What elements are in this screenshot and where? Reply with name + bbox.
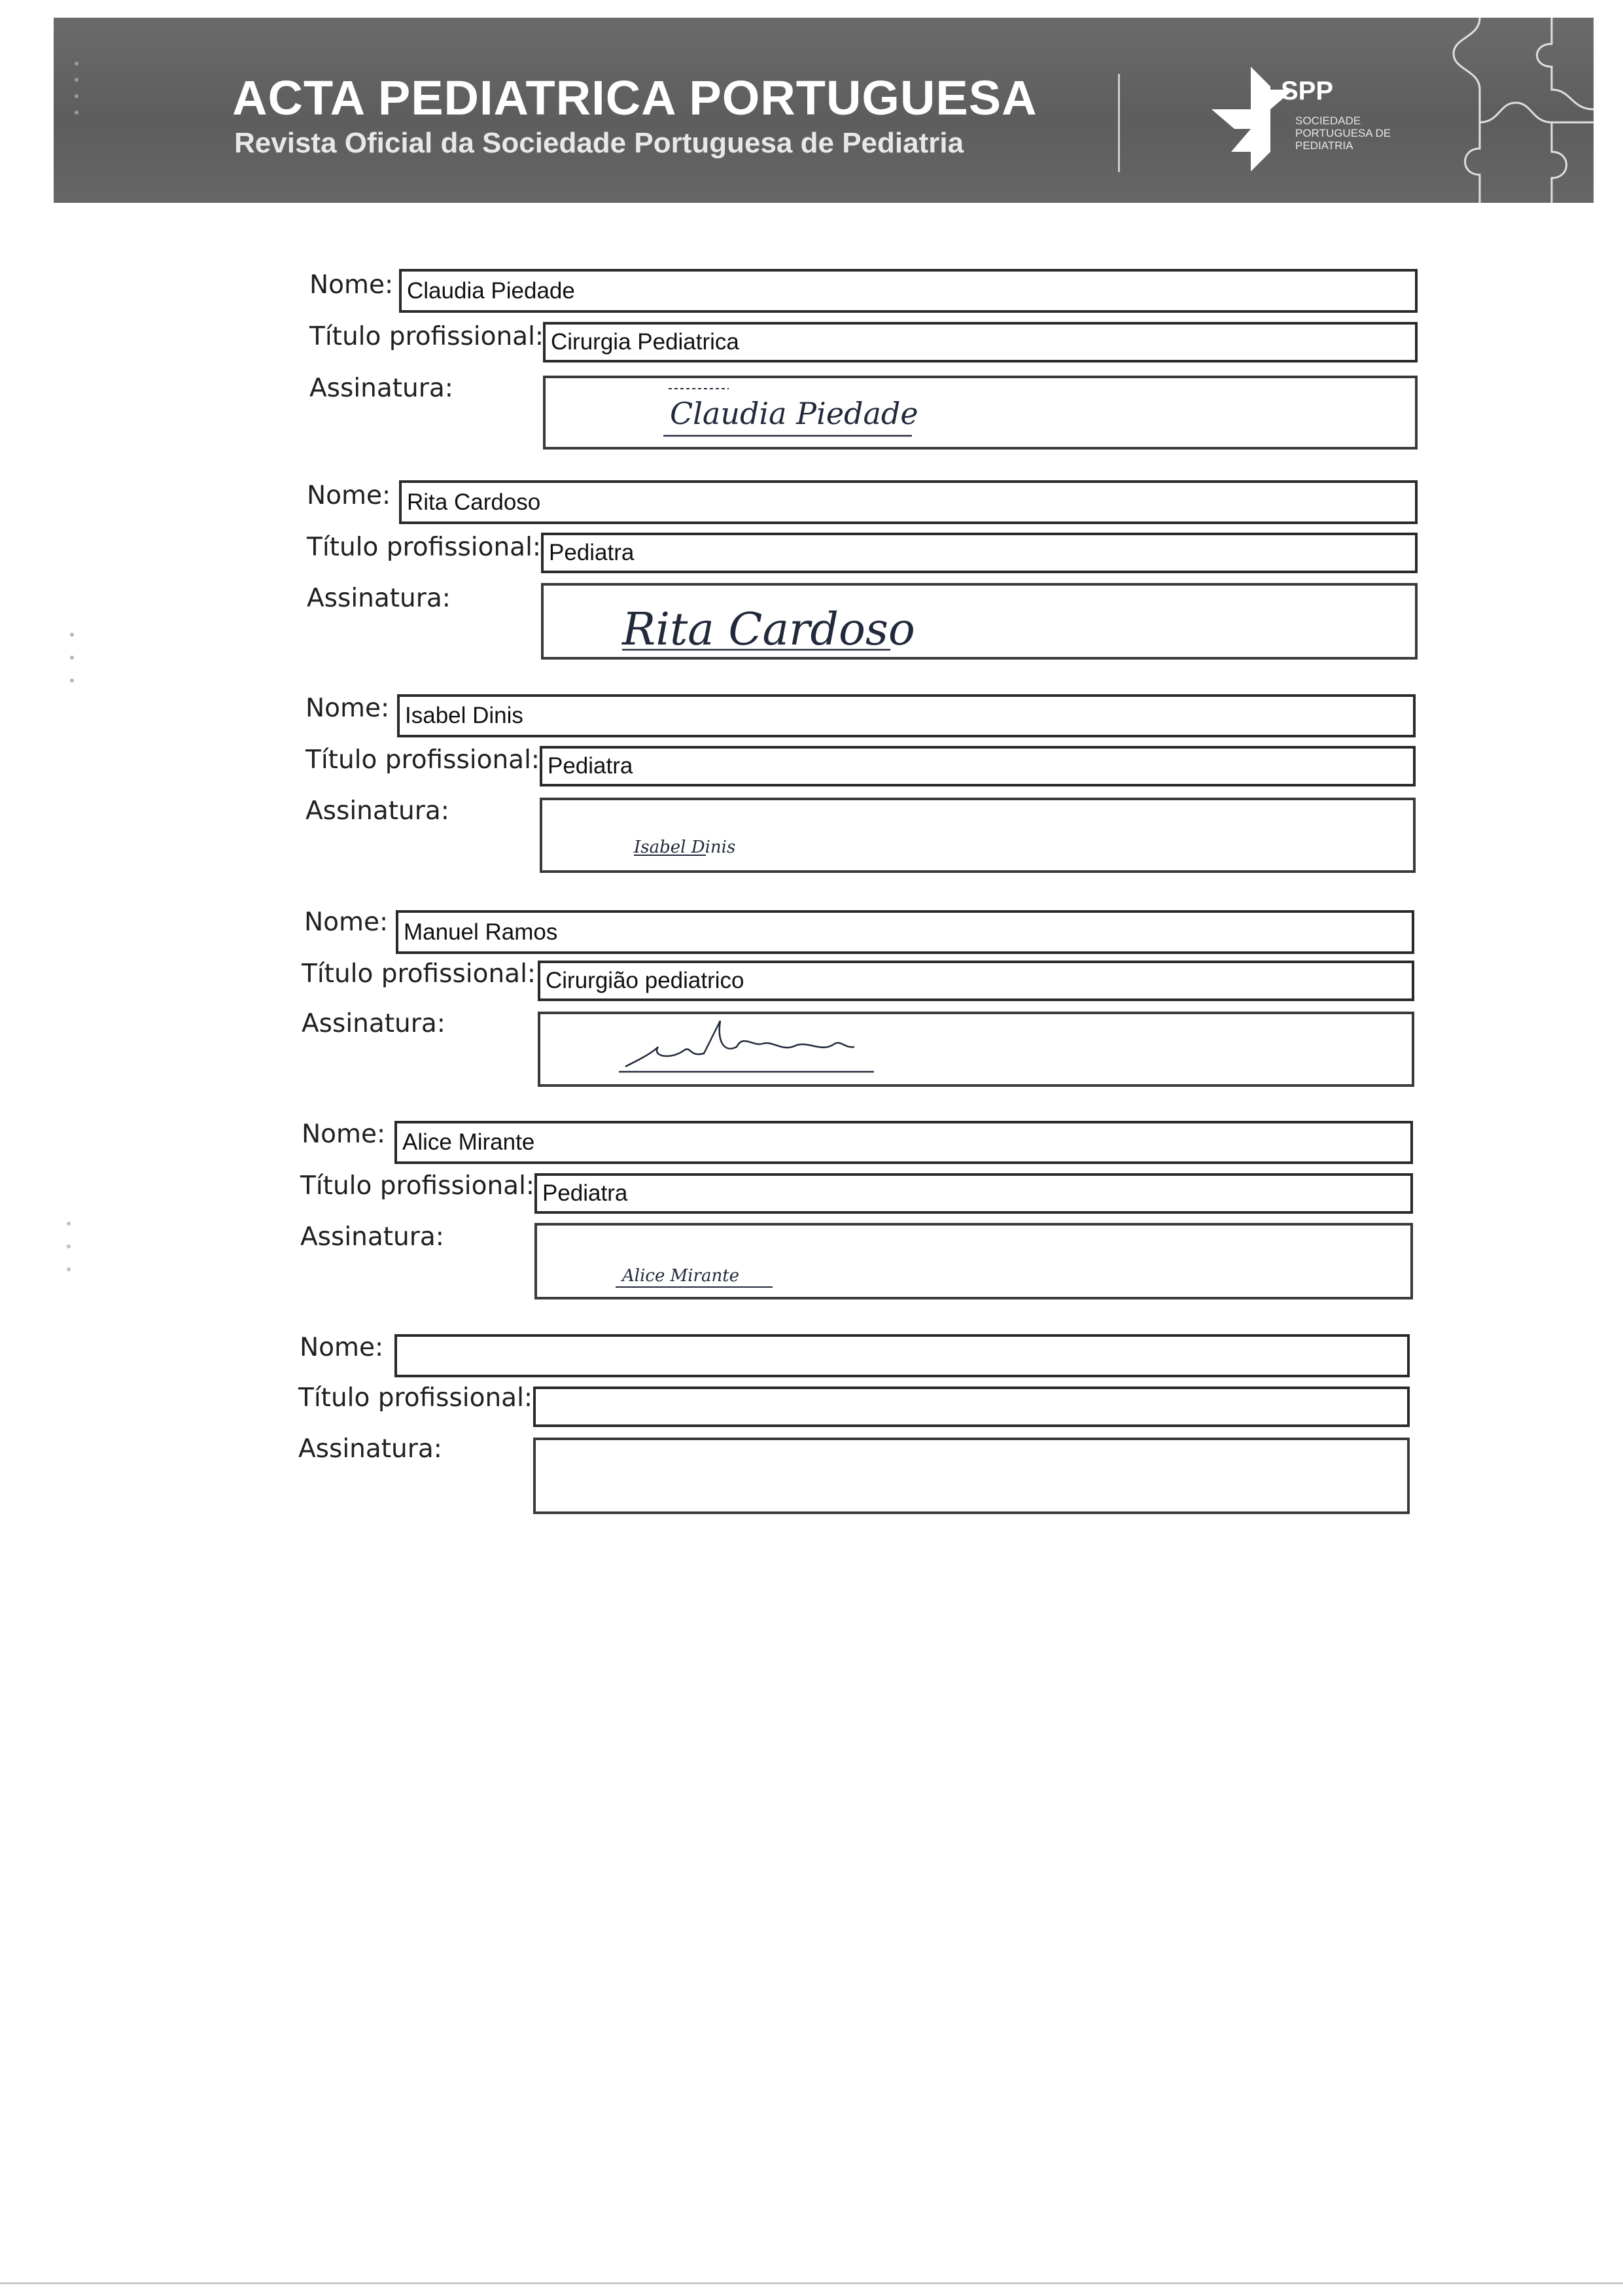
author-3-name-value: Isabel Dinis <box>405 703 523 728</box>
author-1-title-value: Cirurgia Pediatrica <box>551 329 739 355</box>
author-4-name-value: Manuel Ramos <box>404 919 558 945</box>
name-label: Nome: <box>304 908 389 937</box>
name-label: Nome: <box>307 481 391 510</box>
author-5-signature <box>602 1258 799 1298</box>
author-3-name-field[interactable] <box>397 694 1416 737</box>
author-1-title-field[interactable] <box>543 322 1418 362</box>
author-2-signature <box>609 591 923 663</box>
scan-mark <box>62 1217 75 1276</box>
title-label: Título profissional: <box>307 533 542 562</box>
svg-text:Claudia Piedade: Claudia Piedade <box>670 396 918 431</box>
signature-label: Assinatura: <box>298 1434 442 1464</box>
author-6-name-field[interactable] <box>394 1334 1410 1377</box>
scan-mark <box>65 628 79 687</box>
author-5-name-field[interactable] <box>394 1121 1413 1164</box>
author-3-title-value: Pediatra <box>548 753 633 779</box>
author-1-name-field[interactable] <box>399 269 1418 313</box>
author-4-signature-field[interactable] <box>538 1012 1414 1087</box>
author-2-name-value: Rita Cardoso <box>407 489 541 515</box>
page-edge <box>0 2282 1623 2284</box>
svg-text:Isabel Dinis: Isabel Dinis <box>634 838 736 857</box>
author-6-title-field[interactable] <box>533 1386 1410 1427</box>
journal-title: ACTA PEDIATRICA PORTUGUESA <box>232 71 1038 125</box>
author-2-title-field[interactable] <box>541 533 1418 573</box>
author-2-signature-field[interactable] <box>541 583 1418 660</box>
author-5-signature-field[interactable] <box>534 1223 1413 1299</box>
title-label: Título profissional: <box>302 959 536 989</box>
author-6-signature-field[interactable] <box>533 1438 1410 1514</box>
spp-logo-abbr: SPP <box>1281 77 1334 105</box>
author-4-title-value: Cirurgião pediatrico <box>546 968 744 993</box>
author-2-name-field[interactable] <box>399 480 1418 524</box>
author-4-signature <box>612 1014 887 1086</box>
scan-dots <box>73 57 80 122</box>
author-2-title-value: Pediatra <box>549 540 635 565</box>
header-divider <box>1118 74 1120 172</box>
journal-header-banner <box>54 18 1594 203</box>
author-1-signature <box>644 385 938 447</box>
author-5-name-value: Alice Mirante <box>402 1129 535 1155</box>
name-label: Nome: <box>305 694 390 723</box>
svg-text:Rita Cardoso: Rita Cardoso <box>622 604 915 656</box>
svg-text:Alice Mirante: Alice Mirante <box>622 1266 740 1286</box>
spp-logo-name: SOCIEDADE PORTUGUESA DE PEDIATRIA <box>1295 115 1391 152</box>
signature-label: Assinatura: <box>305 796 449 826</box>
signature-label: Assinatura: <box>309 374 453 403</box>
author-3-title-field[interactable] <box>540 746 1416 786</box>
title-label: Título profissional: <box>298 1383 533 1413</box>
signature-label: Assinatura: <box>300 1222 444 1252</box>
author-4-name-field[interactable] <box>396 910 1414 954</box>
author-3-signature-field[interactable] <box>540 798 1416 873</box>
name-label: Nome: <box>309 270 394 300</box>
signature-label: Assinatura: <box>302 1009 445 1038</box>
journal-subtitle: Revista Oficial da Sociedade Portuguesa de Pediatria <box>234 127 964 159</box>
name-label: Nome: <box>302 1120 386 1149</box>
signature-label: Assinatura: <box>307 584 451 613</box>
title-label: Título profissional: <box>305 745 540 775</box>
svg-text:Manuel Ramos: Manuel Ramos <box>612 1014 618 1015</box>
author-5-title-value: Pediatra <box>542 1180 628 1206</box>
name-label: Nome: <box>300 1333 384 1362</box>
title-label: Título profissional: <box>309 322 544 351</box>
author-1-name-value: Claudia Piedade <box>407 277 575 304</box>
author-1-signature-field[interactable] <box>543 376 1418 450</box>
title-label: Título profissional: <box>300 1171 535 1201</box>
author-4-title-field[interactable] <box>538 961 1414 1001</box>
author-5-title-field[interactable] <box>534 1173 1413 1214</box>
author-3-signature <box>627 826 824 866</box>
puzzle-decoration-icon <box>1440 18 1594 203</box>
